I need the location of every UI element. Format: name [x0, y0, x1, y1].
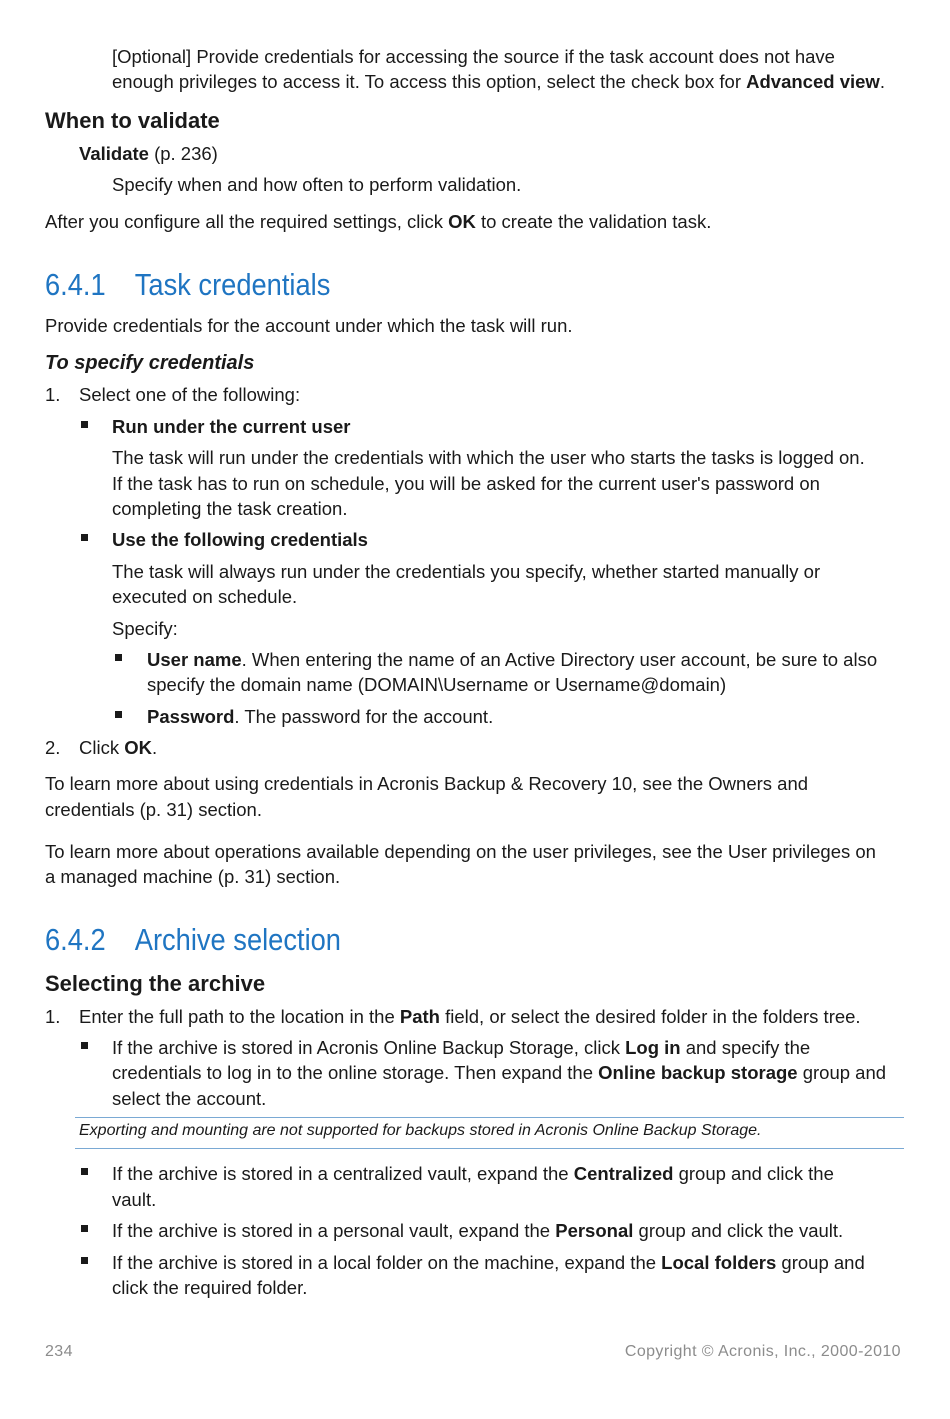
personal-vault-line — [112, 1218, 843, 1243]
option-following-credentials-line2: executed on schedule. — [112, 586, 298, 607]
bullet-icon — [115, 711, 122, 718]
online-storage-line2 — [112, 1060, 886, 1085]
online-storage-line1 — [112, 1035, 810, 1060]
local-folder-line2: click the required folder. — [112, 1277, 308, 1298]
section-642-heading — [45, 921, 341, 959]
section-642-number: 6.4.2 — [45, 922, 106, 957]
local-b: group and — [776, 1252, 865, 1273]
path-term: Path — [399, 1006, 440, 1027]
step2-number: 2. — [45, 737, 61, 758]
procedure-title: To specify credentials — [45, 352, 255, 374]
selecting-archive-heading: Selecting the archive — [45, 971, 266, 996]
option-following-credentials-line1: The task will always run under the credentials you specify, whether started manually or — [112, 561, 821, 582]
step2-end: . — [151, 737, 158, 758]
page-number: 234 — [45, 1343, 73, 1360]
bullet-icon — [115, 654, 122, 661]
optional-paragraph-line2 — [112, 69, 885, 94]
section-642-title: Archive selection — [134, 922, 341, 957]
note-top-rule — [75, 1117, 904, 1118]
archive-step1-a: Enter the full path to the location in the — [79, 1006, 400, 1027]
archive-step1-b: field, or select the desired folder in the folders tree. — [439, 1006, 861, 1027]
online-storage-d: group and — [797, 1062, 887, 1083]
user-name-line2: specify the domain name (DOMAIN\Username or Username@domain) — [147, 674, 727, 695]
password-item — [147, 704, 493, 729]
validate-term — [79, 141, 218, 166]
note-bottom-rule — [75, 1148, 904, 1149]
password-text: . The password for the account. — [234, 706, 494, 727]
validate-page-ref: (p. 236) — [148, 143, 218, 164]
archive-step1-number: 1. — [45, 1006, 61, 1027]
bullet-icon — [81, 1168, 88, 1175]
specify-label: Specify: — [112, 618, 178, 639]
step2-click: Click — [79, 737, 125, 758]
when-to-validate-heading: When to validate — [45, 108, 220, 133]
local-folder-line1 — [112, 1250, 865, 1275]
centralized-b: group and click the — [673, 1163, 834, 1184]
user-name-text: . When entering the name of an Active Directory user account, be sure to also — [241, 649, 878, 670]
step1-text: Select one of the following: — [79, 384, 301, 405]
advanced-view-term: Advanced view — [746, 71, 880, 92]
online-storage-c: credentials to log in to the online storage. Then expand the — [112, 1062, 599, 1083]
bullet-icon — [81, 534, 88, 541]
online-storage-b: and specify the — [680, 1037, 811, 1058]
ok-term: OK — [448, 211, 476, 232]
personal-b: group and click the vault. — [633, 1220, 844, 1241]
user-name-line1 — [147, 647, 877, 672]
option-current-user-title — [112, 414, 350, 439]
after-configure-paragraph — [45, 209, 711, 234]
online-backup-storage-term: Online backup storage — [598, 1062, 798, 1083]
personal-term: Personal — [555, 1220, 634, 1241]
bullet-icon — [81, 1257, 88, 1264]
optional-end: . — [879, 71, 885, 92]
option-following-credentials-title — [112, 527, 368, 552]
learn-more-privileges-line1: To learn more about operations available depending on the user privileges, see the User privileges on — [45, 841, 876, 862]
online-storage-a: If the archive is stored in Acronis Online Backup Storage, click — [112, 1037, 626, 1058]
step2-ok: OK — [124, 737, 152, 758]
after-configure-text: After you configure all the required settings, click — [45, 211, 449, 232]
bullet-icon — [81, 1042, 88, 1049]
section-641-title: Task credentials — [134, 267, 331, 302]
bullet-icon — [81, 1225, 88, 1232]
centralized-a: If the archive is stored in a centralized vault, expand the — [112, 1163, 574, 1184]
password-term: Password — [147, 706, 235, 727]
validate-description: Specify when and how often to perform validation. — [112, 174, 522, 195]
archive-step1-text — [79, 1004, 861, 1029]
step2-text — [79, 735, 157, 760]
user-name-term: User name — [147, 649, 242, 670]
centralized-term: Centralized — [573, 1163, 674, 1184]
copyright-notice: Copyright © Acronis, Inc., 2000-2010 — [624, 1343, 901, 1360]
optional-text: enough privileges to access it. To access this option, select the check box for — [112, 71, 747, 92]
section-641-number: 6.4.1 — [45, 267, 106, 302]
learn-more-credentials-line2: credentials (p. 31) section. — [45, 799, 262, 820]
local-a: If the archive is stored in a local folder on the machine, expand the — [112, 1252, 662, 1273]
learn-more-privileges-line2: a managed machine (p. 31) section. — [45, 866, 341, 887]
local-folders-term: Local folders — [661, 1252, 777, 1273]
note-text: Exporting and mounting are not supported for backups stored in Acronis Online Backup Storage. — [79, 1122, 762, 1139]
after-configure-end: to create the validation task. — [475, 211, 712, 232]
step1-number: 1. — [45, 384, 61, 405]
online-storage-line3: select the account. — [112, 1088, 267, 1109]
learn-more-credentials-line1: To learn more about using credentials in Acronis Backup & Recovery 10, see the Owners and — [45, 773, 809, 794]
centralized-vault-line1 — [112, 1161, 834, 1186]
option-current-user-line1: The task will run under the credentials with which the user who starts the tasks is logged on. — [112, 447, 865, 468]
section-641-intro: Provide credentials for the account under which the task will run. — [45, 315, 573, 336]
option-current-user-line3: completing the task creation. — [112, 498, 348, 519]
option-current-user-line2: If the task has to run on schedule, you will be asked for the current user's password on — [112, 473, 820, 494]
option-following-credentials-bold: Use the following credentials — [112, 529, 368, 550]
section-641-heading — [45, 266, 330, 304]
centralized-vault-line2: vault. — [112, 1189, 157, 1210]
personal-a: If the archive is stored in a personal vault, expand the — [112, 1220, 556, 1241]
log-in-term: Log in — [625, 1037, 681, 1058]
validate-term-bold: Validate — [79, 143, 149, 164]
option-current-user-bold: Run under the current user — [112, 416, 351, 437]
optional-paragraph-line1: [Optional] Provide credentials for accessing the source if the task account does not have — [112, 46, 835, 67]
bullet-icon — [81, 421, 88, 428]
